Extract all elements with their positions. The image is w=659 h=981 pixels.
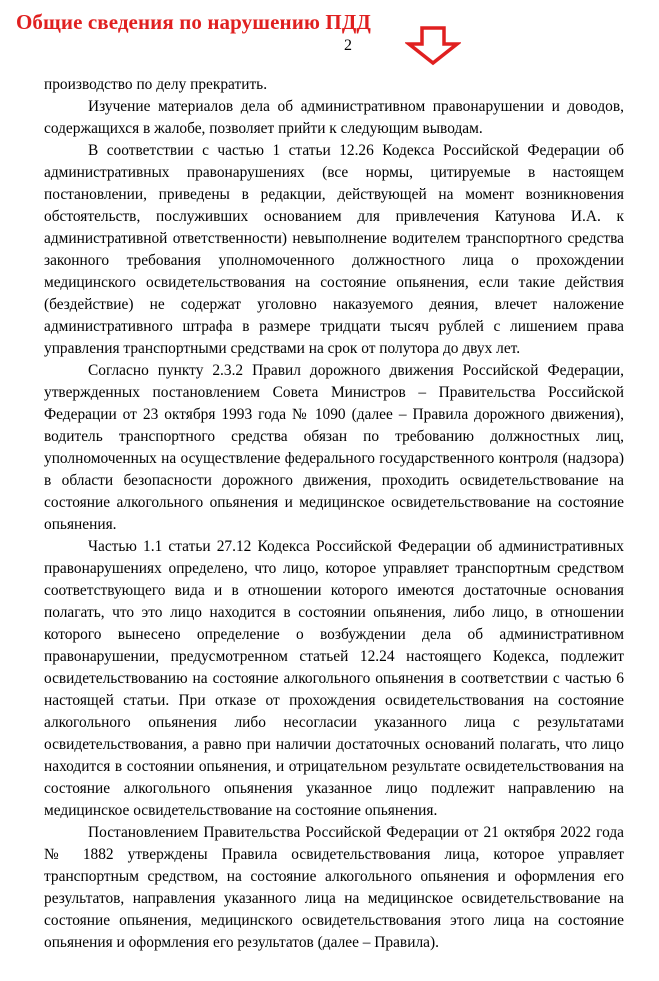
document-body: [44, 74, 624, 954]
paragraph: Постановлением Правительства Российской Федерации от 21 октября 2022 года № 1882 утверждены Правила освидетельствования лица, которое управляет транспортным средством, на состояние алкогольного опьянения и оформления его результатов, направления указанного лица на медицинское освидетельствование на состояние опьянения, медицинского освидетельствования этого лица на состояние опьянения и оформления его результатов (далее – Правила).: [44, 824, 624, 951]
page-number: 2: [344, 37, 352, 54]
down-arrow-icon: [405, 26, 461, 66]
paragraph: Изучение материалов дела об административном правонарушении и доводов, содержащихся в жалобе, позволяет прийти к следующим выводам.: [44, 98, 624, 137]
paragraph: Частью 1.1 статьи 27.12 Кодекса Российской Федерации об административных правонарушениях определено, что лицо, которое управляет транспортным средством соответствующего вида и в отношении которого имеются достаточные основания полагать, что это лицо находится в состоянии опьянения, либо лицо, в отношении которого вынесено определение о возбуждении дела об административном правонарушении, предусмотренном статьей 12.24 настоящего Кодекса, подлежит освидетельствованию на состояние алкогольного опьянения в соответствии с частью 6 настоящей статьи. При отказе от прохождения освидетельствования на состояние алкогольного опьянения либо несогласии указанного лица с результатами освидетельствования, а равно при наличии достаточных оснований полагать, что лицо находится в состоянии опьянения, и отрицательном результате освидетельствования на состояние алкогольного опьянения указанное лицо подлежит направлению на медицинское освидетельствование на состояние опьянения.: [44, 538, 624, 819]
paragraph: В соответствии с частью 1 статьи 12.26 Кодекса Российской Федерации об административных правонарушениях (все нормы, цитируемые в настоящем постановлении, приведены в редакции, действующей на момент возникновения обстоятельств, послуживших основанием для привлечения Катунова И.А. к административной ответственности) невыполнение водителем транспортного средства законного требования уполномоченного должностного лица о прохождении медицинского освидетельствования на состояние опьянения, если такие действия (бездействие) не содержат уголовно наказуемого деяния, влечет наложение административного штрафа в размере тридцати тысяч рублей с лишением права управления транспортными средствами на срок от полутора до двух лет.: [44, 142, 624, 357]
banner-title: Общие сведения по нарушению ПДД: [16, 10, 371, 34]
paragraph-continuation: производство по делу прекратить.: [44, 76, 268, 93]
paragraph: Согласно пункту 2.3.2 Правил дорожного движения Российской Федерации, утвержденных постановлением Совета Министров – Правительства Российской Федерации от 23 октября 1993 года № 1090 (далее – Правила дорожного движения), водитель транспортного средства обязан по требованию должностных лиц, уполномоченных на осуществление федерального государственного контроля (надзора) в области безопасности дорожного движения, проходить освидетельствование на состояние алкогольного опьянения и медицинское освидетельствование на состояние опьянения.: [44, 362, 624, 533]
